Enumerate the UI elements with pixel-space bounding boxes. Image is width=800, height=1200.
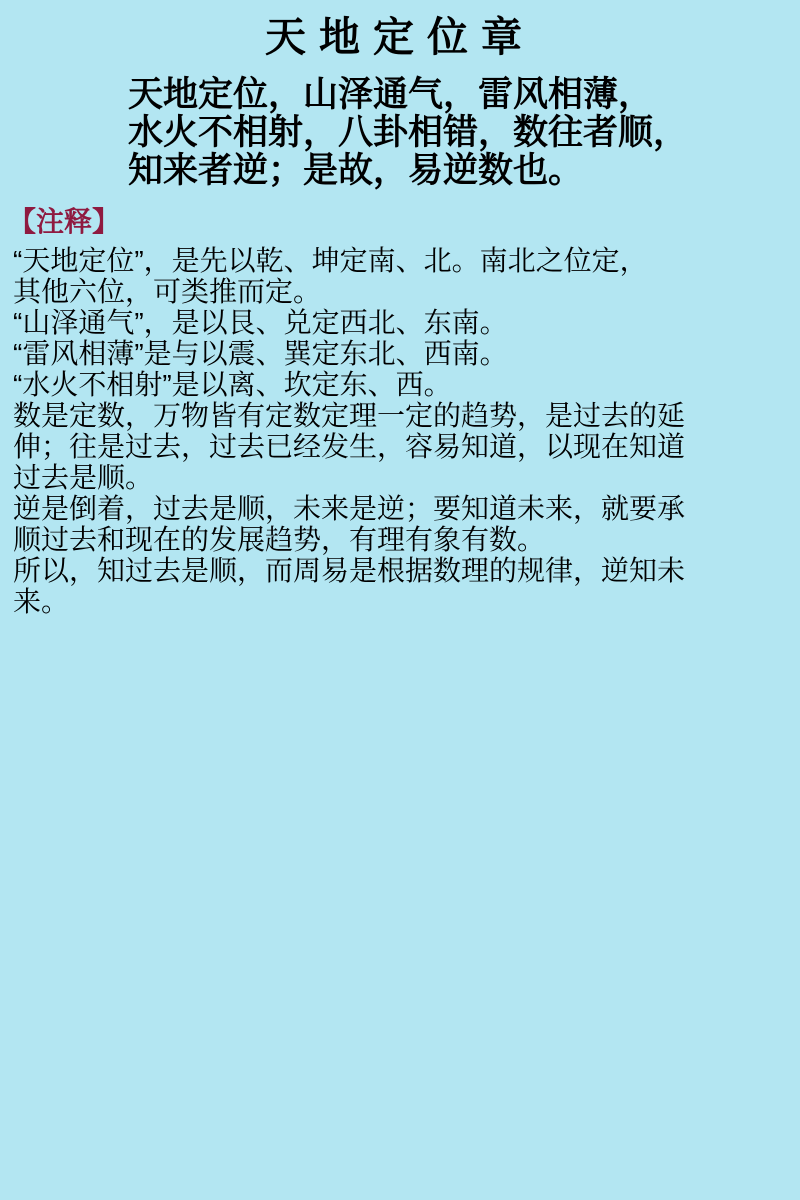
classic-quote-block: [128, 76, 800, 190]
quote-line: 知来者逆；是故，易逆数也。: [128, 151, 584, 190]
annotation-section-label: 【注释】: [8, 206, 121, 237]
annotation-line: 顺过去和现在的发展趋势，有理有象有数。: [13, 524, 546, 555]
page-title: 天地定位章: [265, 14, 535, 60]
annotation-line: “水火不相射”是以离、坎定东、西。: [13, 369, 452, 400]
annotation-body: [13, 245, 794, 617]
quote-line: 水火不相射，八卦相错，数往者顺，: [128, 113, 689, 152]
annotation-line: 来。: [13, 586, 70, 617]
annotation-line: 数是定数，万物皆有定数定理一定的趋势，是过去的延: [13, 400, 686, 431]
annotation-line: “雷风相薄”是与以震、巽定东北、西南。: [13, 338, 508, 369]
annotation-line: 过去是顺。: [13, 462, 154, 493]
annotation-line: “山泽通气”，是以艮、兑定西北、东南。: [13, 307, 508, 338]
annotation-line: 逆是倒着，过去是顺，未来是逆；要知道未来，就要承: [13, 493, 686, 524]
quote-line: 天地定位，山泽通气，雷风相薄，: [128, 75, 654, 114]
annotation-line: “天地定位”，是先以乾、坤定南、北。南北之位定，: [13, 245, 648, 276]
annotation-line: 伸；往是过去，过去已经发生，容易知道，以现在知道: [13, 431, 686, 462]
annotation-line: 其他六位，可类推而定。: [13, 276, 322, 307]
annotation-line: 所以，知过去是顺，而周易是根据数理的规律，逆知未: [13, 555, 686, 586]
